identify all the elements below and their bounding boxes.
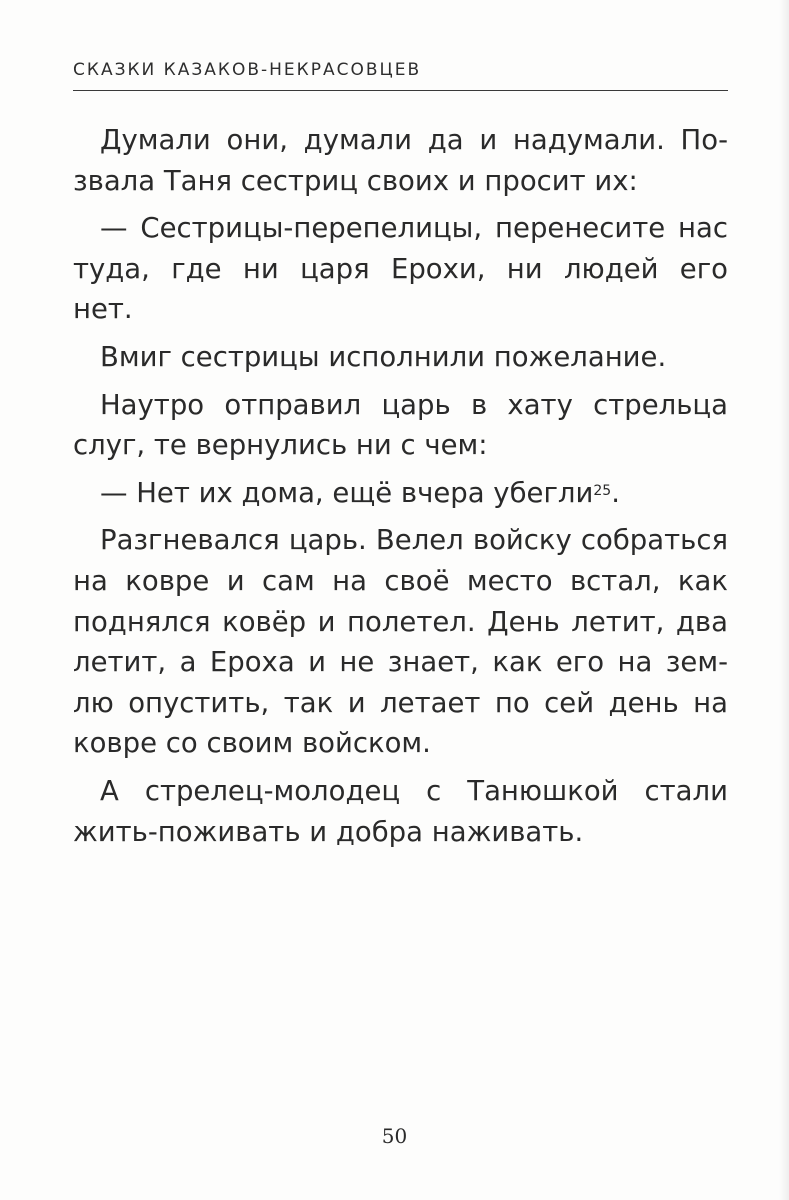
text-line: звала Таня сестриц своих и просит их: [73,164,638,197]
text-line: слуг, те вернулись ни с чем: [73,429,488,462]
text-line: Вмиг сестрицы исполнили пожелание. [100,340,667,373]
text-line: Разгневался царь. Велел войску собраться [100,524,728,557]
page-number: 50 [381,1124,408,1148]
text-line: нет. [73,293,133,326]
text-line: поднялся ковёр и полетел. День летит, два [73,605,728,638]
text-line: ковре со своим войском. [73,727,431,760]
text-line: лю опустить, так и летает по сей день на [73,686,728,719]
text-line: Думали они, думали да и надумали. По- [100,124,728,156]
story-text [73,120,728,852]
running-header [73,56,728,91]
text-line: туда, где ни царя Ерохи, ни людей его [73,252,728,285]
footnote-reference: 25 [593,482,612,499]
text-line: А стрелец-молодец с Танюшкой стали [100,774,728,807]
text-line: жить-поживать и добра наживать. [73,815,584,848]
text-line: Наутро отправил царь в хату стрельца [100,388,728,421]
running-title: СКАЗКИ КАЗАКОВ-НЕКРАСОВЦЕВ [73,60,422,80]
text-line: — Нет их дома, ещё вчера убегли$^{25}$. [100,476,620,509]
page-edge-shadow [779,0,789,1200]
dialogue-text: — Нет их дома, ещё вчера убегли [100,476,594,509]
text-line: летит, а Ероха и не знает, как его на зем- [73,646,728,679]
text-line: — Сестрицы-перепелицы, перенесите нас [100,212,728,245]
text-line: на ковре и сам на своё место встал, как [73,564,728,597]
